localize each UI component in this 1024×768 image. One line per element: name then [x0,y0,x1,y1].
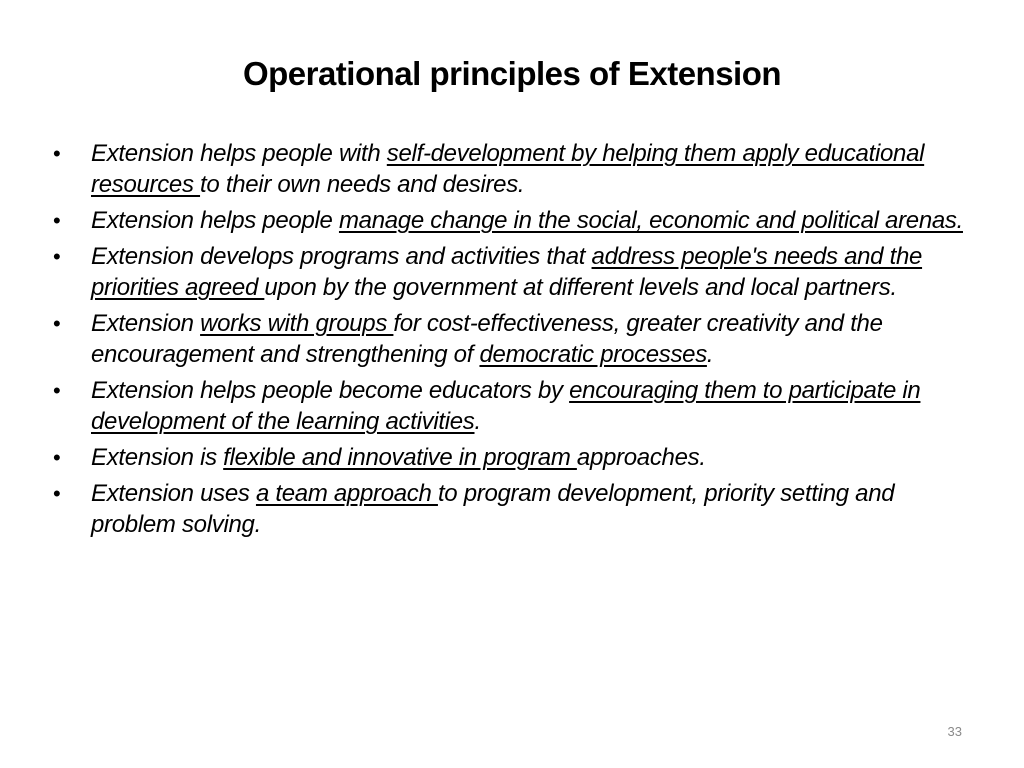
bullet-item [53,138,973,200]
bullet-icon: • [53,481,61,506]
bullet-icon: • [53,378,61,403]
bullet-text: approaches. [576,444,706,471]
underlined-text: democratic processes [479,341,707,368]
bullet-text: Extension helps people [91,207,339,234]
underlined-text: a team approach [255,480,438,507]
bullet-icon: • [53,244,61,269]
bullet-item [53,308,973,370]
bullet-text: . [706,341,714,368]
underlined-text: address people's needs and the priorities agreed [91,243,923,301]
bullet-icon: • [53,311,61,336]
bullet-icon: • [53,445,61,470]
bullet-text: to program development, priority setting and problem solving. [91,480,895,538]
bullet-text: Extension uses [91,480,256,507]
bullet-text: Extension develops programs and activities that [91,243,592,270]
underlined-text: encouraging them to participate in development of the learning activities [91,377,921,435]
bullet-text: Extension helps people with [91,140,387,167]
bullet-text: . [474,408,481,435]
slide-title: Operational principles of Extension [242,55,782,92]
bullet-text: Extension helps people become educators by [91,377,570,404]
underlined-text: flexible and innovative in program [223,444,577,471]
bullet-text: Extension [91,310,201,337]
bullet-text: Extension is [91,444,224,471]
bullet-item [53,241,973,303]
bullet-item [53,442,973,473]
bullet-text: to their own needs and desires. [200,171,525,198]
bullet-item [53,375,973,437]
bullet-text: for cost-effectiveness, greater creativity and the encouragement and strengthening of [91,310,883,368]
bullet-text: upon by the government at different levels and local partners. [264,274,897,301]
bullet-list [53,138,973,546]
bullet-icon: • [53,208,61,233]
bullet-item [53,478,973,540]
underlined-text: manage change in the social, economic and political arenas. [338,207,963,234]
bullet-icon: • [53,141,61,166]
bullet-item [53,205,973,236]
underlined-text: self-development by helping them apply educational resources [91,140,925,198]
page-number: 33 [947,724,962,739]
underlined-text: works with groups [200,310,394,337]
